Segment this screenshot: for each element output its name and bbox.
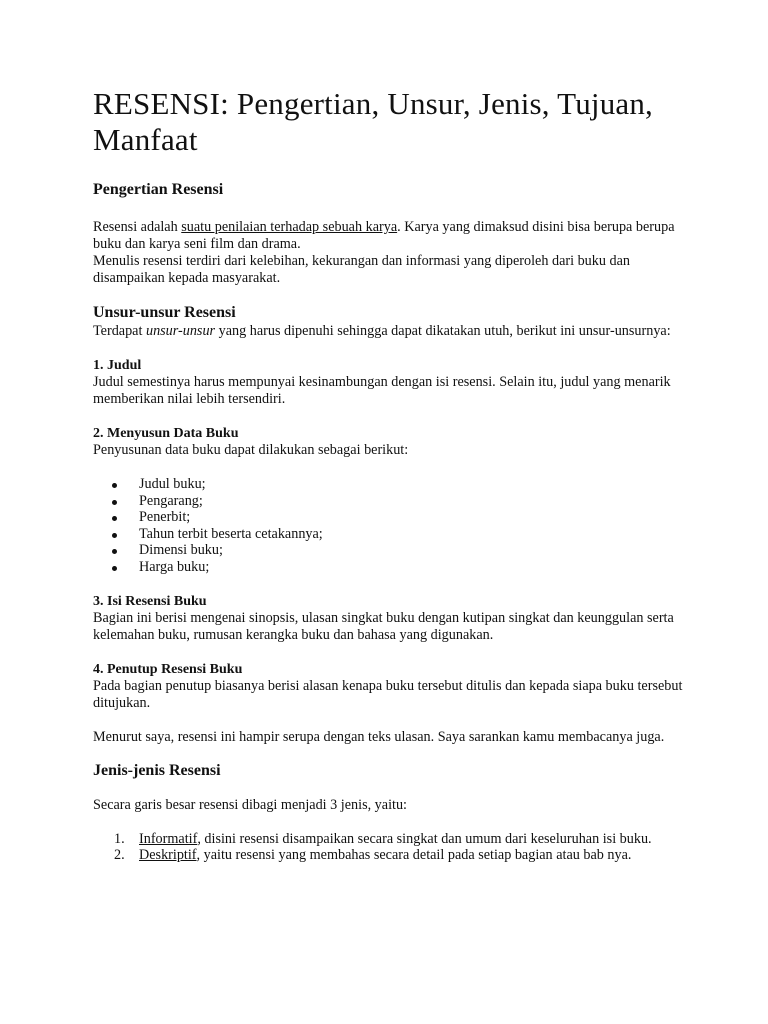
unsur-intro-post: yang harus dipenuhi sehingga dapat dikatakan utuh, berikut ini unsur-unsurnya: [215,323,671,339]
unsur-intro-pre: Terdapat [93,323,146,339]
jenis-term-link[interactable]: Deskriptif [139,847,197,864]
list-item: Pengarang; [93,493,698,510]
data-buku-list [93,476,698,576]
unsur-intro-emphasis: unsur-unsur [145,323,216,339]
list-item: Tahun terbit beserta cetakannya; [93,526,698,543]
bullet-icon [112,500,117,505]
subheading-isi-resensi: 3. Isi Resensi Buku [93,593,207,609]
bullet-icon [112,533,117,538]
section-heading-unsur: Unsur-unsur Resensi [93,304,236,321]
pengertian-paragraph-2: Menulis resensi terdiri dari kelebihan, kekurangan dan informasi yang diperoleh dari buku dan disampaikan kepada masyarakat. [93,253,630,286]
pengertian-text-pre: Resensi adalah [93,219,182,235]
bullet-icon [112,566,117,571]
bullet-icon [112,549,117,554]
isi-resensi-paragraph: Bagian ini berisi mengenai sinopsis, ulasan singkat buku dengan kutipan singkat dan keunggulan serta kelemahan buku, rumusan kerangka buku dan bahasa yang digunakan. [93,609,674,643]
jenis-list [93,831,698,864]
list-item: Dimensi buku; [93,542,698,559]
list-number: 1. [114,830,125,847]
jenis-term-link[interactable]: Informatif [139,830,198,847]
bullet-icon [112,516,117,521]
subheading-data-buku: 2. Menyusun Data Buku [93,426,239,441]
pengertian-paragraph-1 [93,219,698,253]
section-heading-pengertian: Pengertian Resensi [93,181,224,198]
note-paragraph: Menurut saya, resensi ini hampir serupa dengan teks ulasan. Saya sarankan kamu membacanya juga. [93,728,665,745]
penutup-paragraph: Pada bagian penutup biasanya berisi alasan kenapa buku tersebut ditulis dan kepada siapa buku tersebut ditujukan. [93,677,683,711]
pengertian-text-post: . Karya yang dimaksud disini bisa berupa berupa buku dan karya seni film dan drama. [93,219,675,252]
subheading-penutup: 4. Penutup Resensi Buku [93,661,243,677]
judul-paragraph: Judul semestinya harus mempunyai kesinambungan dengan isi resensi. Selain itu, judul yang menarik memberikan nilai lebih tersendiri. [93,374,671,407]
list-item: Penerbit; [93,509,698,526]
list-item: Judul buku; [93,476,698,493]
section-heading-jenis: Jenis-jenis Resensi [93,761,221,779]
jenis-intro: Secara garis besar resensi dibagi menjadi 3 jenis, yaitu: [93,796,407,813]
data-buku-paragraph: Penyusunan data buku dapat dilakukan sebagai berikut: [93,442,409,458]
list-item: 2. Deskriptif, yaitu resensi yang membahas secara detail pada setiap bagian atau bab nya. [114,847,632,864]
subheading-judul: 1. Judul [93,358,142,373]
list-item: 1. Informatif, disini resensi disampaikan secara singkat dan umum dari keseluruhan isi buku. [114,830,652,847]
list-item: Harga buku; [93,559,698,576]
unsur-intro [93,323,698,340]
pengertian-link[interactable]: suatu penilaian terhadap sebuah karya [181,219,398,235]
page-title: RESENSI: Pengertian, Unsur, Jenis, Tujuan, Manfaat [93,86,654,157]
list-number: 2. [114,847,125,864]
bullet-icon [112,483,117,488]
